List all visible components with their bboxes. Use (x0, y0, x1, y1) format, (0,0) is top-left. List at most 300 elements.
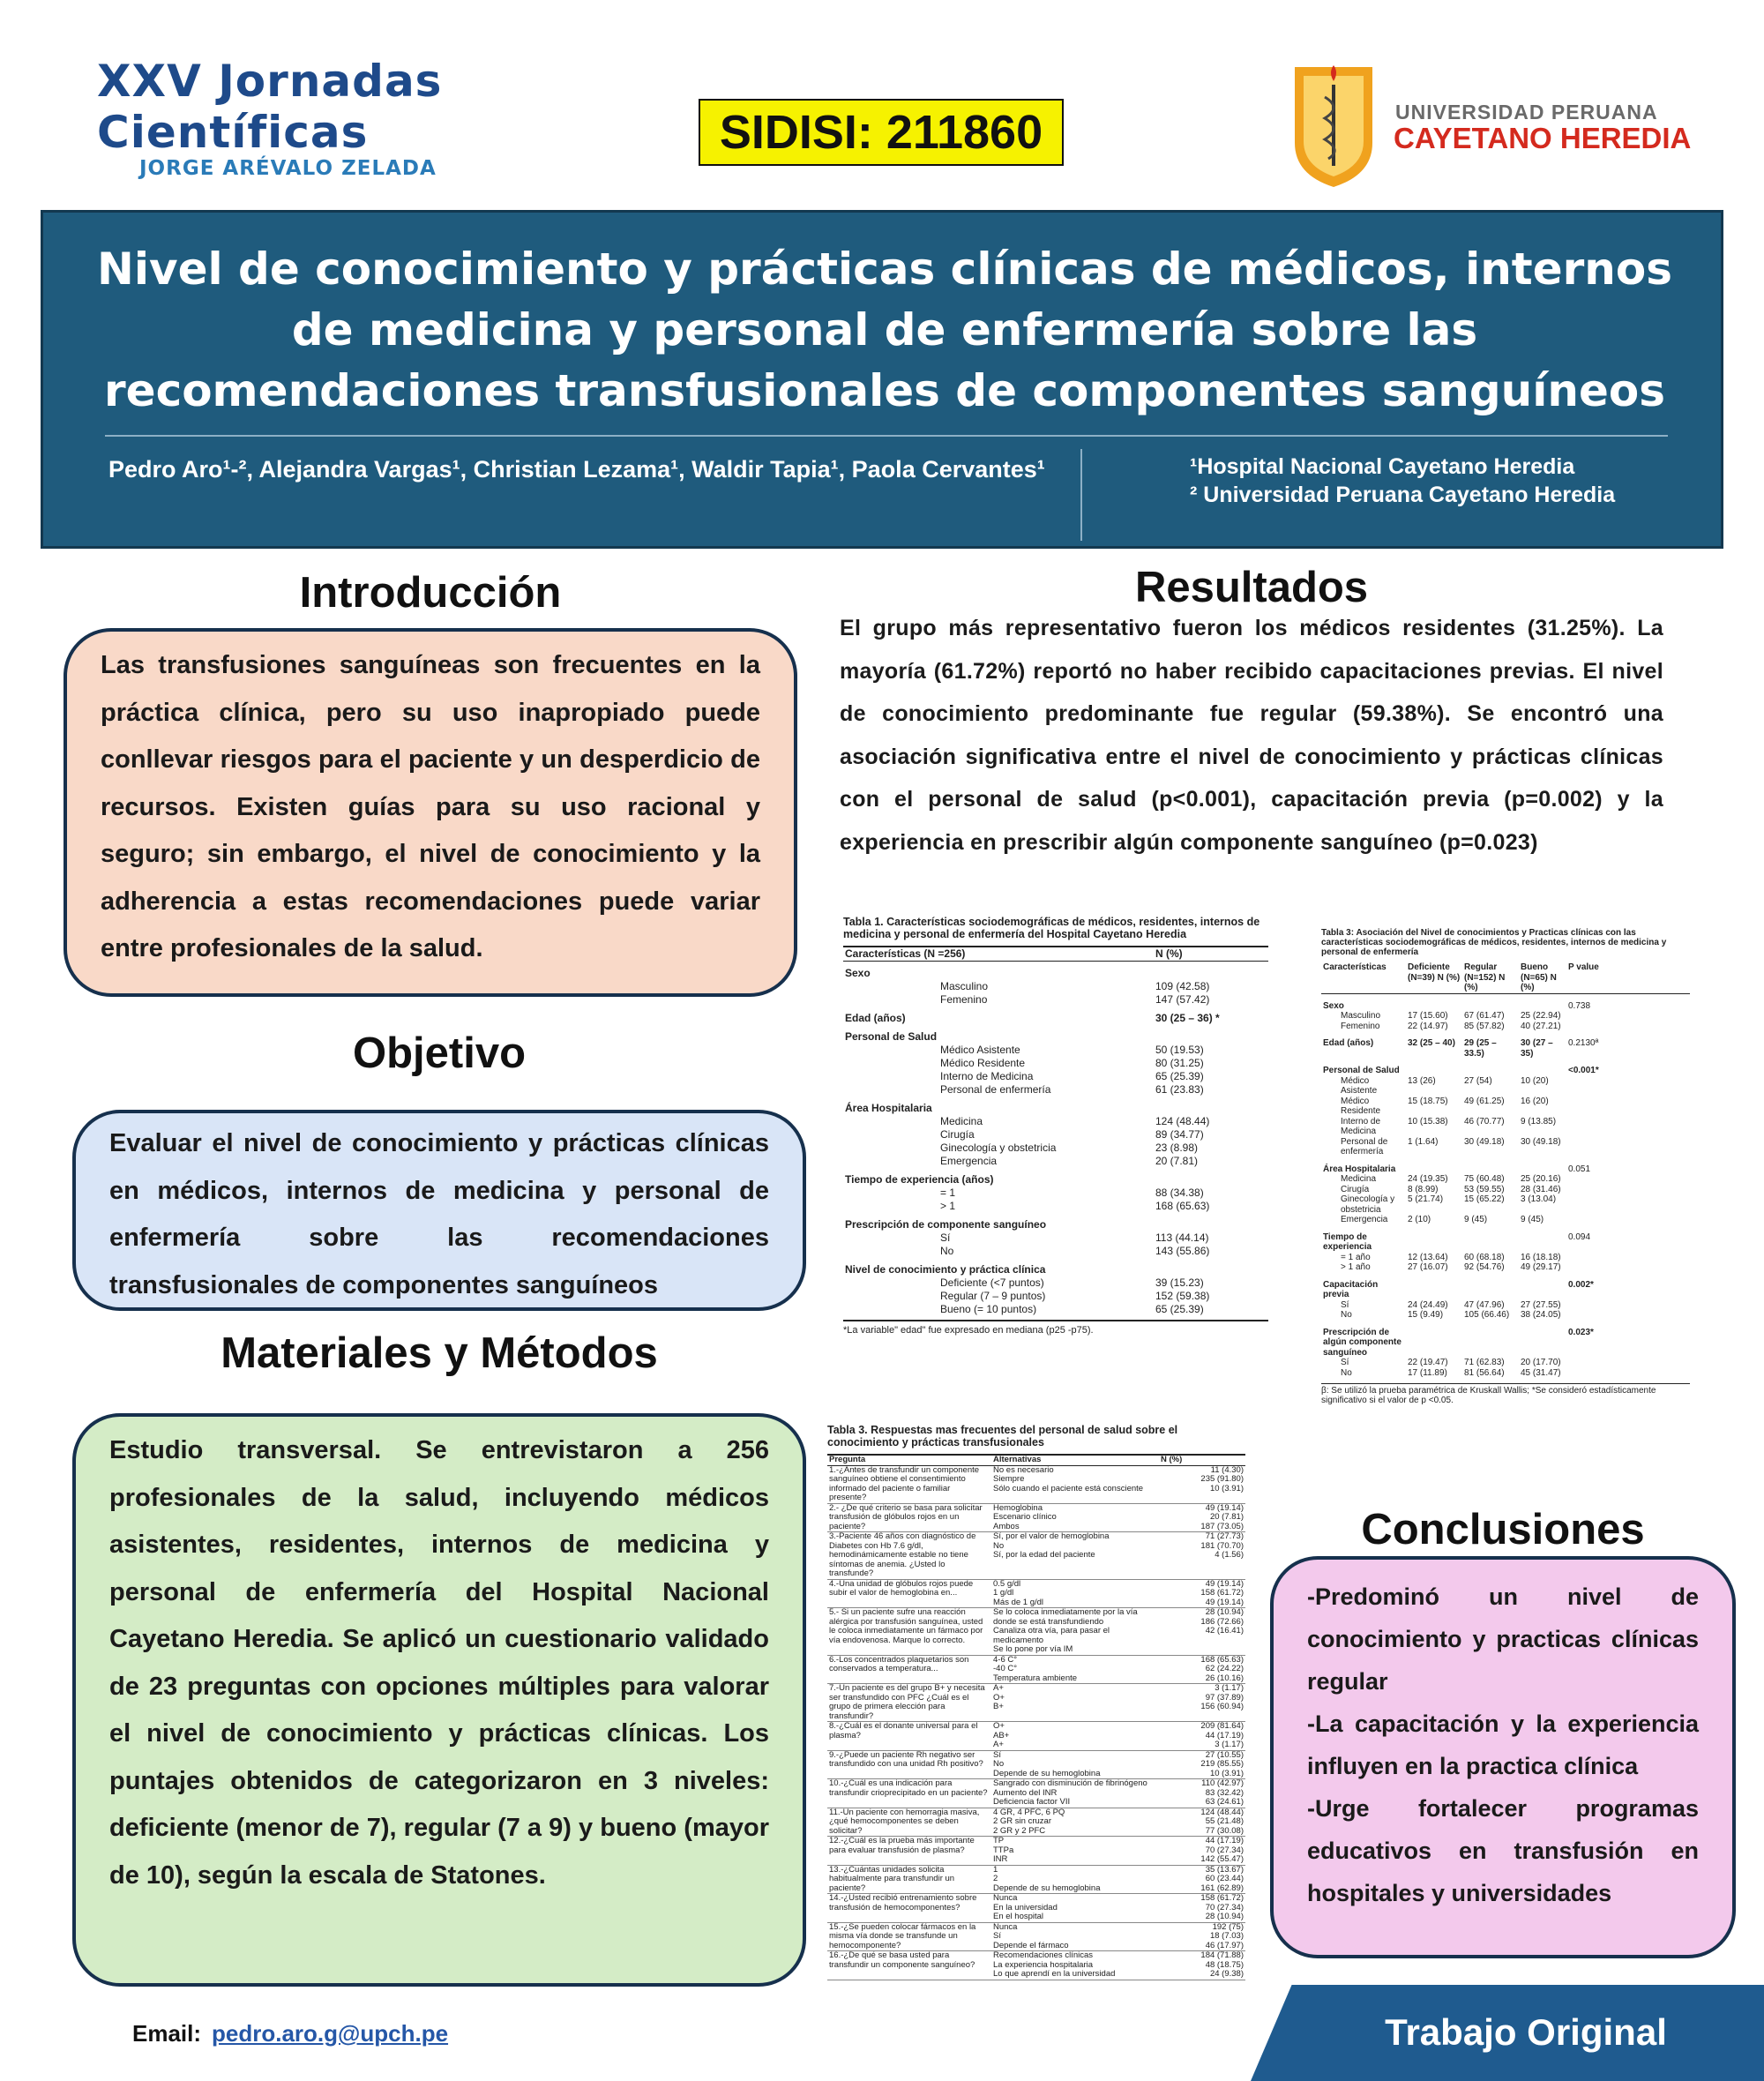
alternatives-cell: Nunca En la universidad En el hospital (991, 1894, 1159, 1923)
alternatives-cell: Nunca Sí Depende el fármaco (991, 1922, 1159, 1951)
table-responses (827, 1424, 1245, 1980)
question-cell: 3.-Paciente 46 años con diagnóstico de Diabetes con Hb 7.6 g/dl, hemodinámicamente estable no tiene síntomas de anemia. ¿Usted lo transfunde? (827, 1532, 991, 1580)
table-association-header (1321, 962, 1690, 993)
table-row (843, 993, 1268, 1007)
question-cell: 10.-¿Cuál es una indicación para transfundir crioprecipitado en un paciente? (827, 1779, 991, 1808)
assoc-cell-p (1566, 1185, 1690, 1195)
question-cell: 13.-¿Cuántas unidades solicita habitualmente para transfundir un paciente? (827, 1865, 991, 1894)
count-cell: 11 (4.30) 235 (91.80) 10 (3.91) (1159, 1465, 1245, 1503)
table-row (843, 1155, 1268, 1168)
count-cell: 158 (61.72) 70 (27.34) 28 (10.94) (1159, 1894, 1245, 1923)
assoc-label: No (1341, 1310, 1352, 1320)
table-row (1321, 1097, 1690, 1117)
results-heading: Resultados (1134, 564, 1369, 611)
alternatives-cell: O+ AB+ A+ (991, 1722, 1159, 1751)
table-row (1321, 1185, 1690, 1195)
assoc-cell-p (1566, 1310, 1690, 1321)
assoc-cell-b: 49 (29.17) (1521, 1262, 1561, 1272)
conclusions-heading: Conclusiones (1361, 1506, 1645, 1553)
alternatives-cell: Hemoglobina Escenario clínico Ambos (991, 1503, 1159, 1532)
table-row (843, 962, 1268, 981)
count-cell: 49 (19.14) 158 (61.72) 49 (19.14) (1159, 1579, 1245, 1608)
objective-heading: Objetivo (352, 1029, 527, 1077)
assoc-cell-p: 0.002* (1568, 1279, 1594, 1290)
assoc-label: Capacitación previa (1323, 1279, 1379, 1299)
table-row (1321, 1174, 1690, 1185)
table-1-label: Sí (940, 1231, 951, 1244)
assoc-cell-r: 46 (70.77) (1464, 1116, 1505, 1127)
assoc-label: Interno de Medicina (1341, 1116, 1381, 1136)
assoc-cell-r: 67 (61.47) (1464, 1011, 1505, 1021)
assoc-cell-d: 24 (24.49) (1408, 1299, 1448, 1310)
table-row (827, 1465, 1245, 1503)
count-cell: 44 (17.19) 70 (27.34) 142 (55.47) (1159, 1837, 1245, 1866)
question-cell: 4.-Una unidad de glóbulos rojos puede subir el valor de hemoglobina en... (827, 1579, 991, 1608)
table-responses-caption: Tabla 3. Respuestas mas frecuentes del personal de salud sobre el conocimiento y prácticas transfusionales (827, 1424, 1178, 1448)
table-association-note: β: Se utilizó la prueba paramétrica de Kruskall Wallis; *Se consideró estadísticamente significativo si el valor de p <0.05. (1321, 1383, 1690, 1405)
assoc-label: Emergencia (1341, 1215, 1388, 1224)
assoc-cell-d (1406, 993, 1462, 1011)
alternatives-cell: 4 GR, 4 PFC, 6 PQ 2 GR sin cruzar 2 GR y 2 PFC (991, 1808, 1159, 1837)
methods-text: Estudio transversal. Se entrevistaron a 256 profesionales de la salud, incluyendo médicos asistentes, residentes, internos de medicina y personal de enfermería del Hospital Nacional Cayetano Heredia. Se aplicó un cuestionario validado de 23 preguntas con opciones múltiples para valorar el nivel de conocimiento y prácticas clínicas. Los puntajes obtenidos de categorizaron en 3 niveles: deficiente (menor de 7), regular (7 a 9) y bueno (mayor de 10), según la escala de Statones. (109, 1436, 769, 1890)
assoc-cell-d: 22 (19.47) (1408, 1358, 1448, 1367)
table-row (1321, 1358, 1690, 1368)
table-responses-col3: N (%) (1159, 1455, 1245, 1465)
table-association (1321, 928, 1690, 1405)
event-title (97, 56, 442, 158)
table-row (843, 1200, 1268, 1213)
table-1-value: 147 (57.42) (1155, 993, 1210, 1006)
assoc-cell-b (1519, 1157, 1566, 1175)
table-1-caption: Tabla 1. Características sociodemográficas de médicos, residentes, internos de medicina y personal de enfermería del Hospital Cayetano Heredia (843, 916, 1260, 940)
count-cell: 110 (42.97) 83 (32.42) 63 (24.61) (1159, 1779, 1245, 1808)
table-row (827, 1579, 1245, 1608)
assoc-cell-r: 9 (45) (1464, 1215, 1488, 1224)
table-row (1321, 1117, 1690, 1137)
assoc-label: Masculino (1341, 1011, 1381, 1021)
results-text: El grupo más representativo fueron los médicos residentes (31.25%). La mayoría (61.72%) reportó no haber recibido capacitaciones previas. El nivel de conocimiento predominante fue regular (59.38%). Se encontró una asociación significativa entre el nivel de conocimiento y prácticas clínicas con el personal de salud (p<0.001), capacitación previa (p=0.002) y la experiencia en prescribir algún componente sanguíneo (p=0.023) (840, 616, 1663, 855)
count-cell: 71 (27.73) 181 (70.70) 4 (1.56) (1159, 1532, 1245, 1580)
alternatives-cell: Sí No Depende de su hemoglobina (991, 1750, 1159, 1779)
table-association-col-def: Deficiente (N=39) N (%) (1406, 962, 1462, 993)
count-cell: 35 (13.67) 60 (23.44) 161 (62.89) (1159, 1865, 1245, 1894)
question-cell: 16.-¿De qué se basa usted para transfundir un componente sanguíneo? (827, 1951, 991, 1980)
assoc-cell-b: 25 (20.16) (1521, 1174, 1561, 1184)
table-1-label: Edad (años) (845, 1012, 906, 1024)
assoc-cell-b: 25 (22.94) (1521, 1011, 1561, 1021)
assoc-cell-b: 40 (27.21) (1521, 1021, 1561, 1031)
assoc-cell-r: 49 (61.25) (1464, 1096, 1505, 1106)
table-1-label: Regular (7 – 9 puntos) (940, 1290, 1046, 1302)
table-1-label: Deficiente (<7 puntos) (940, 1276, 1044, 1289)
question-cell: 8.-¿Cuál es el donante universal para el plasma? (827, 1722, 991, 1751)
assoc-cell-b: 28 (31.46) (1521, 1184, 1561, 1194)
table-row (843, 1303, 1268, 1316)
assoc-label: Prescripción de algún componente sanguíneo (1323, 1327, 1401, 1358)
table-1-label: Femenino (940, 993, 988, 1006)
email-link[interactable]: pedro.aro.g@upch.pe (212, 2020, 449, 2047)
table-row (843, 1115, 1268, 1128)
assoc-label: Sí (1341, 1299, 1349, 1310)
objective-box (72, 1110, 806, 1311)
assoc-cell-b: 9 (45) (1521, 1215, 1544, 1224)
table-row (1321, 1215, 1690, 1225)
assoc-cell-p (1566, 1194, 1690, 1215)
assoc-cell-d: 13 (26) (1408, 1075, 1436, 1086)
table-row (1321, 1262, 1690, 1273)
table-row (1321, 1300, 1690, 1311)
assoc-cell-r: 92 (54.76) (1464, 1262, 1505, 1272)
assoc-cell-d: 22 (14.97) (1408, 1021, 1448, 1031)
banner-vertical-divider (1080, 449, 1082, 541)
table-1-label: Emergencia (940, 1155, 998, 1167)
table-row (1321, 1011, 1690, 1022)
assoc-label: Medicina (1341, 1174, 1377, 1184)
assoc-cell-p (1566, 1174, 1690, 1185)
assoc-cell-p (1566, 1368, 1690, 1379)
assoc-cell-d: 10 (15.38) (1408, 1116, 1448, 1127)
alternatives-cell: 1 2 Depende de su hemoglobina (991, 1865, 1159, 1894)
assoc-cell-p (1566, 1117, 1690, 1137)
count-cell: 184 (71.88) 48 (18.75) 24 (9.38) (1159, 1951, 1245, 1980)
table-1-label: Medicina (940, 1115, 983, 1127)
assoc-cell-r (1462, 1059, 1519, 1076)
table-1-label: Personal de Salud (845, 1030, 938, 1043)
question-cell: 2.- ¿De qué criterio se basa para solicitar transfusión de glóbulos rojos en un paciente? (827, 1503, 991, 1532)
count-cell: 209 (81.64) 44 (17.19) 3 (1.17) (1159, 1722, 1245, 1751)
event-title-line1: XXV Jornadas (97, 56, 443, 107)
table-row (827, 1865, 1245, 1894)
footer-tag: Trabajo Original (1385, 2011, 1667, 2053)
table-1 (843, 916, 1268, 1336)
table-row (843, 1186, 1268, 1200)
count-cell: 168 (65.63) 62 (24.22) 26 (10.16) (1159, 1655, 1245, 1684)
affiliation-2: ² Universidad Peruana Cayetano Heredia (1190, 483, 1616, 507)
alternatives-cell: No es necesario Siempre Sólo cuando el paciente está consciente (991, 1465, 1159, 1503)
table-row (1321, 1253, 1690, 1263)
alternatives-cell: Sangrado con disminución de fibrinógeno Aumento del INR Deficiencia factor VII (991, 1779, 1159, 1808)
assoc-label: = 1 año (1341, 1252, 1371, 1262)
assoc-cell-p (1566, 1300, 1690, 1311)
assoc-cell-p (1566, 1253, 1690, 1263)
table-1-value (1154, 1097, 1268, 1115)
table-1-col1: Características (N =256) (843, 947, 1154, 962)
table-row (843, 980, 1268, 993)
assoc-cell-r (1462, 1157, 1519, 1175)
assoc-cell-d (1406, 1059, 1462, 1076)
alternatives-cell: 4-6 C° -40 C° Temperatura ambiente (991, 1655, 1159, 1684)
objective-text: Evaluar el nivel de conocimiento y prácticas clínicas en médicos, internos de medicina y personal de enfermería sobre las recomendaciones transfusionales de componentes sanguíneos (109, 1129, 769, 1299)
table-1-value: 65 (25.39) (1155, 1070, 1204, 1082)
conclusion-item: -Predominó un nivel de conocimiento y practicas clínicas regular (1307, 1583, 1699, 1695)
question-cell: 1.-¿Antes de transfundir un componente sanguíneo obtiene el consentimiento informado del paciente o familiar presente? (827, 1465, 991, 1503)
table-row (843, 1213, 1268, 1231)
assoc-cell-d: 24 (19.35) (1408, 1174, 1448, 1184)
table-row (1321, 1076, 1690, 1097)
university-name-line1: UNIVERSIDAD PERUANA (1395, 101, 1658, 124)
table-row (827, 1532, 1245, 1580)
table-1-value: 20 (7.81) (1155, 1155, 1199, 1167)
table-association-col-bue: Bueno (N=65) N (%) (1519, 962, 1566, 993)
table-row (843, 1142, 1268, 1155)
table-1-label: Nivel de conocimiento y práctica clínica (845, 1263, 1046, 1276)
assoc-label: Médico Residente (1341, 1096, 1381, 1116)
assoc-cell-b: 38 (24.05) (1521, 1310, 1561, 1320)
question-cell: 12.-¿Cuál es la prueba más importante para evaluar transfusión de plasma? (827, 1837, 991, 1866)
assoc-cell-r: 60 (68.18) (1464, 1252, 1505, 1262)
table-row (843, 1025, 1268, 1044)
table-1-value (1154, 1258, 1268, 1276)
assoc-cell-p (1566, 1137, 1690, 1157)
table-row (827, 1503, 1245, 1532)
table-1-label: Médico Residente (940, 1057, 1026, 1069)
alternatives-cell: Sí, por el valor de hemoglobina No Sí, por la edad del paciente (991, 1532, 1159, 1580)
table-row (843, 1258, 1268, 1276)
assoc-cell-p (1566, 1097, 1690, 1117)
conclusions-box (1270, 1556, 1736, 1958)
assoc-cell-b (1519, 1059, 1566, 1076)
assoc-cell-p: 0.094 (1568, 1231, 1591, 1242)
assoc-cell-b: 16 (18.18) (1521, 1252, 1561, 1262)
table-row (843, 1276, 1268, 1290)
assoc-cell-b: 9 (13.85) (1521, 1116, 1557, 1127)
table-row (843, 1097, 1268, 1115)
table-row (843, 1128, 1268, 1142)
table-1-label: Prescripción de componente sanguíneo (845, 1218, 1047, 1231)
assoc-cell-b (1519, 993, 1566, 1011)
assoc-cell-p: 0.051 (1568, 1164, 1591, 1174)
poster-title: Nivel de conocimiento y prácticas clínicas de médicos, internos de medicina y personal de enfermería sobre las recomendaciones transfusionales de componentes sanguíneos (97, 243, 1672, 416)
assoc-cell-r: 75 (60.48) (1464, 1174, 1505, 1184)
table-row (827, 1922, 1245, 1951)
table-row (843, 1245, 1268, 1258)
assoc-cell-p: 0.738 (1568, 1000, 1591, 1011)
assoc-cell-d: 8 (8.99) (1408, 1184, 1439, 1194)
assoc-cell-d: 32 (25 – 40) (1408, 1038, 1455, 1048)
table-row (1321, 1031, 1690, 1059)
assoc-cell-d: 17 (15.60) (1408, 1011, 1448, 1021)
table-1-value: 168 (65.63) (1155, 1200, 1210, 1212)
assoc-cell-d (1406, 1273, 1462, 1300)
table-1-value (1154, 962, 1268, 981)
table-row (843, 1070, 1268, 1083)
table-row (1321, 1137, 1690, 1157)
assoc-cell-p: <0.001* (1568, 1066, 1599, 1075)
table-1-value: 143 (55.86) (1155, 1245, 1210, 1257)
table-1-label: Sexo (845, 967, 871, 979)
assoc-cell-d: 15 (18.75) (1408, 1096, 1448, 1106)
assoc-cell-r: 53 (59.55) (1464, 1184, 1505, 1194)
assoc-cell-p (1566, 1358, 1690, 1368)
assoc-cell-b: 45 (31.47) (1521, 1367, 1561, 1378)
count-cell: 27 (10.55) 219 (85.55) 10 (3.91) (1159, 1750, 1245, 1779)
table-row (827, 1750, 1245, 1779)
conclusion-item: -La capacitación y la experiencia influyen en la practica clínica (1307, 1710, 1699, 1779)
table-association-col-p: P value (1566, 962, 1690, 993)
table-responses-header (827, 1455, 1245, 1465)
table-1-label: Masculino (940, 980, 989, 992)
assoc-label: No (1341, 1367, 1352, 1378)
sidisi-code: SIDISI: 211860 (699, 99, 1064, 166)
assoc-cell-r: 85 (57.82) (1464, 1021, 1505, 1031)
assoc-label: Femenino (1341, 1021, 1380, 1031)
affiliation-1: ¹Hospital Nacional Cayetano Heredia (1190, 454, 1575, 479)
table-1-label: > 1 (940, 1200, 956, 1212)
table-1-value: 39 (15.23) (1155, 1276, 1204, 1289)
table-1-value (1154, 1213, 1268, 1231)
assoc-label: Sí (1341, 1358, 1349, 1367)
assoc-cell-r: 47 (47.96) (1464, 1299, 1505, 1310)
assoc-cell-b (1519, 1273, 1566, 1300)
table-association-col-reg: Regular (N=152) N (%) (1462, 962, 1519, 993)
assoc-label: Tiempo de experiencia (1323, 1231, 1372, 1252)
table-row (827, 1608, 1245, 1656)
question-cell: 14.-¿Usted recibió entrenamiento sobre transfusión de hemocomponentes? (827, 1894, 991, 1923)
assoc-cell-r (1462, 1273, 1519, 1300)
table-row (1321, 1157, 1690, 1175)
assoc-cell-p (1566, 1215, 1690, 1225)
alternatives-cell: Se lo coloca inmediatamente por la vía donde se está transfundiendo Canaliza otra vía, para pasar el medicamento Se lo pone por vía IM (991, 1608, 1159, 1656)
table-1-label: Interno de Medicina (940, 1070, 1034, 1082)
table-row (827, 1722, 1245, 1751)
assoc-cell-r: 30 (49.18) (1464, 1136, 1505, 1147)
question-cell: 7.-Un paciente es del grupo B+ y necesita ser transfundido con PFC ¿Cuál es el grupo de primera elección para transfundir? (827, 1684, 991, 1722)
table-row (1321, 1310, 1690, 1321)
table-row (843, 1231, 1268, 1245)
table-row (827, 1684, 1245, 1722)
table-1-label: = 1 (940, 1186, 956, 1199)
assoc-cell-r: 15 (65.22) (1464, 1194, 1505, 1204)
table-responses-col2: Alternativas (991, 1455, 1159, 1465)
assoc-label: Edad (años) (1323, 1038, 1374, 1048)
methods-heading: Materiales y Métodos (220, 1329, 658, 1377)
assoc-cell-r (1462, 1321, 1519, 1359)
assoc-cell-d: 2 (10) (1408, 1215, 1431, 1224)
authors: Pedro Aro¹‐², Alejandra Vargas¹, Christian Lezama¹, Waldir Tapia¹, Paola Cervantes¹ (108, 456, 1045, 483)
assoc-cell-b: 30 (27 – 35) (1521, 1038, 1553, 1059)
alternatives-cell: 0.5 g/dl 1 g/dl Más de 1 g/dl (991, 1579, 1159, 1608)
table-association-caption: Tabla 3: Asociación del Nivel de conocimientos y Practicas clínicas con las características sociodemográficas de médicos, residentes, internos de medicina y personal de enfermería (1321, 928, 1667, 957)
table-row (843, 1044, 1268, 1057)
assoc-label: Área Hospitalaria (1323, 1164, 1396, 1174)
assoc-cell-d: 12 (13.64) (1408, 1252, 1448, 1262)
table-row (843, 1083, 1268, 1097)
table-1-label: Ginecología y obstetricia (940, 1142, 1057, 1154)
assoc-cell-d: 1 (1.64) (1408, 1136, 1439, 1147)
question-cell: 5.- Si un paciente sufre una reacción alérgica por transfusión sanguínea, usted le coloca inmediatamente un fármaco por vía endovenosa. Marque lo correcto. (827, 1608, 991, 1656)
table-1-value: 23 (8.98) (1155, 1142, 1199, 1154)
count-cell: 192 (75) 18 (7.03) 46 (17.97) (1159, 1922, 1245, 1951)
table-1-note: *La variable" edad" fue expresado en mediana (p25 -p75). (843, 1325, 1094, 1336)
assoc-cell-b (1519, 1225, 1566, 1253)
table-1-value (1154, 1168, 1268, 1186)
assoc-label: Cirugía (1341, 1184, 1370, 1194)
count-cell: 124 (48.44) 55 (21.48) 77 (30.08) (1159, 1808, 1245, 1837)
question-cell: 15.-¿Se pueden colocar fármacos en la misma vía donde se transfunde un hemocomponente? (827, 1922, 991, 1951)
assoc-cell-p (1566, 1011, 1690, 1022)
question-cell: 6.-Los concentrados plaquetarios son conservados a temperatura... (827, 1655, 991, 1684)
assoc-cell-b: 30 (49.18) (1521, 1136, 1561, 1147)
assoc-label: Ginecología y obstetricia (1341, 1194, 1395, 1215)
alternatives-cell: A+ O+ B+ (991, 1684, 1159, 1722)
count-cell: 3 (1.17) 97 (37.89) 156 (60.94) (1159, 1684, 1245, 1722)
assoc-cell-d (1406, 1157, 1462, 1175)
table-row (1321, 1022, 1690, 1032)
table-1-label: Médico Asistente (940, 1044, 1020, 1056)
assoc-cell-p (1566, 1022, 1690, 1032)
assoc-cell-r: 71 (62.83) (1464, 1358, 1505, 1367)
assoc-label: > 1 año (1341, 1262, 1371, 1272)
table-row (1321, 1225, 1690, 1253)
intro-heading: Introducción (299, 569, 562, 617)
intro-text: Las transfusiones sanguíneas son frecuentes en la práctica clínica, pero su uso inapropiado puede conllevar riesgos para el paciente y un desperdicio de recursos. Existen guías para su uso racional y seguro; sin embargo, el nivel de conocimiento y la adherencia a estas recomendaciones puede variar entre profesionales de la salud. (101, 651, 760, 962)
table-1-value: 89 (34.77) (1155, 1128, 1204, 1141)
table-1-label: Bueno (= 10 puntos) (940, 1303, 1037, 1315)
table-row (1321, 1273, 1690, 1300)
assoc-cell-d: 15 (9.49) (1408, 1310, 1444, 1320)
assoc-cell-r: 27 (54) (1464, 1075, 1492, 1086)
table-1-label: Cirugía (940, 1128, 975, 1141)
assoc-cell-p: 0.023* (1568, 1327, 1594, 1337)
table-1-header (843, 947, 1268, 962)
event-subtitle: JORGE ARÉVALO ZELADA (139, 157, 437, 180)
table-1-value: 80 (31.25) (1155, 1057, 1204, 1069)
banner-divider (105, 435, 1668, 437)
question-cell: 9.-¿Puede un paciente Rh negativo ser transfundido con una unidad Rh positivo? (827, 1750, 991, 1779)
table-1-label: No (940, 1245, 954, 1257)
table-1-value: 152 (59.38) (1155, 1290, 1210, 1302)
table-row (1321, 1194, 1690, 1215)
intro-box (64, 628, 797, 997)
assoc-cell-b: 27 (27.55) (1521, 1299, 1561, 1310)
conclusion-item: -Urge fortalecer programas educativos en transfusión en hospitales y universidades (1307, 1795, 1699, 1906)
alternatives-cell: TP TTPa INR (991, 1837, 1159, 1866)
assoc-cell-b (1519, 1321, 1566, 1359)
table-1-label: Personal de enfermería (940, 1083, 1051, 1096)
table-1-label: Tiempo de experiencia (años) (845, 1173, 994, 1186)
assoc-label: Médico Asistente (1341, 1075, 1378, 1096)
question-cell: 11.-Un paciente con hemorragia masiva, ¿qué hemocomponentes se deben solicitar? (827, 1808, 991, 1837)
table-row (827, 1655, 1245, 1684)
table-row (827, 1894, 1245, 1923)
assoc-cell-d: 17 (11.89) (1408, 1367, 1447, 1378)
table-1-value: 61 (23.83) (1155, 1083, 1204, 1096)
assoc-cell-d: 27 (16.07) (1408, 1262, 1448, 1272)
assoc-cell-b: 20 (17.70) (1521, 1358, 1561, 1367)
table-association-col-char: Características (1321, 962, 1406, 993)
table-row (1321, 1321, 1690, 1359)
table-responses-col1: Pregunta (827, 1455, 991, 1465)
assoc-cell-b: 10 (20) (1521, 1075, 1549, 1086)
assoc-cell-p: 0.2130ª (1568, 1038, 1599, 1048)
table-row (827, 1779, 1245, 1808)
table-1-value (1154, 1025, 1268, 1044)
methods-box (72, 1413, 806, 1987)
table-1-value: 65 (25.39) (1155, 1303, 1204, 1315)
assoc-cell-r: 105 (66.46) (1464, 1310, 1510, 1320)
table-1-value: 50 (19.53) (1155, 1044, 1204, 1056)
assoc-cell-r: 29 (25 – 33.5) (1464, 1038, 1497, 1059)
table-row (827, 1837, 1245, 1866)
table-1-value: 30 (25 – 36) * (1155, 1012, 1220, 1024)
assoc-cell-p (1566, 1076, 1690, 1097)
assoc-cell-d (1406, 1321, 1462, 1359)
assoc-cell-p (1566, 1262, 1690, 1273)
table-1-value: 109 (42.58) (1155, 980, 1210, 992)
assoc-label: Personal de enfermería (1341, 1136, 1388, 1157)
table-row (1321, 1059, 1690, 1076)
table-row (843, 1007, 1268, 1025)
